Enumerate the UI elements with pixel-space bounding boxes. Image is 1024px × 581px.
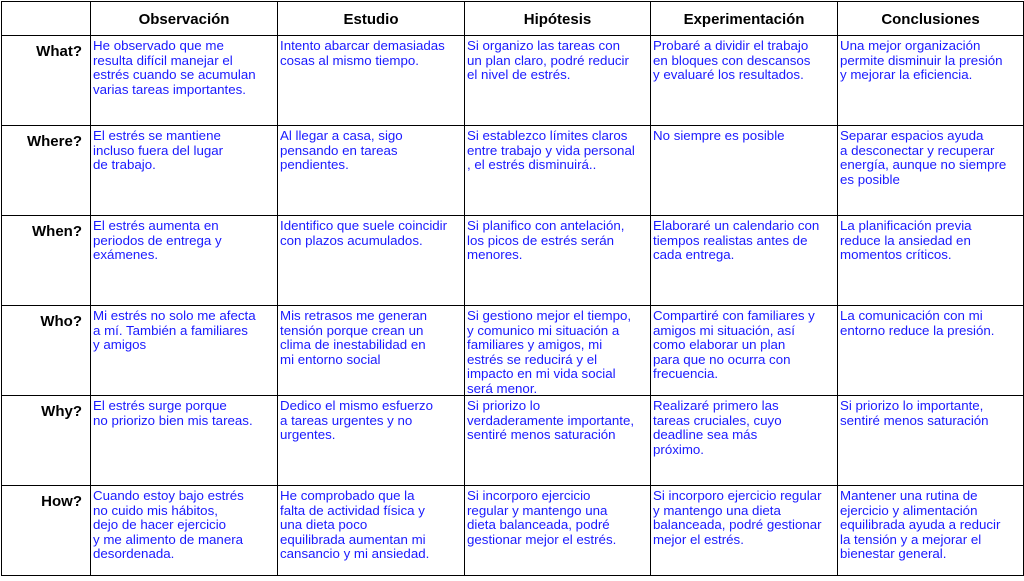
table-cell xyxy=(651,396,838,486)
cell-text: Si organizo las tareas con un plan claro, podré reducir el nivel de estrés. xyxy=(467,38,629,82)
header-row xyxy=(2,2,1024,36)
table-cell xyxy=(838,396,1024,486)
cell-text: He observado que me resulta difícil manejar el estrés cuando se acumulan varias tareas importantes. xyxy=(93,38,256,97)
cell-text: La comunicación con mi entorno reduce la presión. xyxy=(840,308,995,338)
table-row-why xyxy=(2,396,1024,486)
table-row-who xyxy=(2,306,1024,396)
cell-text: Una mejor organización permite disminuir la presión y mejorar la eficiencia. xyxy=(840,38,1003,82)
table-cell xyxy=(278,396,465,486)
row-header xyxy=(2,36,91,126)
cell-text: No siempre es posible xyxy=(653,128,785,143)
cell-text: Probaré a dividir el trabajo en bloques con descansos y evaluaré los resultados. xyxy=(653,38,811,82)
column-header-experimentacion: Experimentación xyxy=(683,11,805,28)
column-header xyxy=(838,2,1024,36)
cell-text: Mi estrés no solo me afecta a mí. También a familiares y amigos xyxy=(93,308,256,352)
table-cell xyxy=(91,36,278,126)
row-label-where: Where? xyxy=(26,133,82,150)
cell-text: Separar espacios ayuda a desconectar y recuperar energía, aunque no siempre es posible xyxy=(840,128,1007,187)
cell-text: Mis retrasos me generan tensión porque crean un clima de inestabilidad en mi entorno social xyxy=(280,308,428,367)
table-cell xyxy=(465,36,651,126)
table-cell xyxy=(91,486,278,576)
table-cell xyxy=(465,486,651,576)
table-cell xyxy=(838,216,1024,306)
column-header-observacion: Observación xyxy=(138,11,230,28)
table-cell xyxy=(838,306,1024,396)
table-cell xyxy=(838,36,1024,126)
row-label-what: What? xyxy=(36,43,82,60)
column-header xyxy=(651,2,838,36)
cell-text: Si incorporo ejercicio regular y mantengo una dieta balanceada, podré gestionar mejor el estrés. xyxy=(653,488,822,547)
cell-text: Si incorporo ejercicio regular y mantengo una dieta balanceada, podré gestionar mejor el estrés. xyxy=(467,488,617,547)
row-header xyxy=(2,126,91,216)
cell-text: Identifico que suele coincidir con plazos acumulados. xyxy=(280,218,448,248)
cell-text: El estrés surge porque no priorizo bien mis tareas. xyxy=(93,398,253,428)
table-cell xyxy=(651,216,838,306)
cell-text: Al llegar a casa, sigo pensando en tareas pendientes. xyxy=(280,128,403,172)
row-header xyxy=(2,396,91,486)
table-row-how xyxy=(2,486,1024,576)
table-cell xyxy=(838,486,1024,576)
column-header xyxy=(278,2,465,36)
column-header-estudio: Estudio xyxy=(343,11,399,28)
table-cell xyxy=(91,126,278,216)
table-cell xyxy=(278,36,465,126)
cell-text: Si gestiono mejor el tiempo, y comunico mi situación a familiares y amigos, mi estrés se reducirá y el impacto en mi vida social será menor. xyxy=(467,308,632,395)
table-cell xyxy=(278,216,465,306)
row-label-why: Why? xyxy=(41,403,82,420)
table-cell xyxy=(651,126,838,216)
table-cell xyxy=(651,36,838,126)
column-header-conclusiones: Conclusiones xyxy=(881,11,980,28)
table-cell xyxy=(465,396,651,486)
table-cell xyxy=(278,306,465,396)
cell-text: La planificación previa reduce la ansiedad en momentos críticos. xyxy=(840,218,972,262)
cell-text: Realizaré primero las tareas cruciales, cuyo deadline sea más próximo. xyxy=(653,398,782,457)
column-header xyxy=(91,2,278,36)
row-label-who: Who? xyxy=(40,313,82,330)
table-cell xyxy=(465,306,651,396)
column-header xyxy=(465,2,651,36)
cell-text: Si planifico con antelación, los picos de estrés serán menores. xyxy=(467,218,625,262)
cell-text: El estrés aumenta en periodos de entrega y exámenes. xyxy=(93,218,222,262)
cell-text: Intento abarcar demasiadas cosas al mismo tiempo. xyxy=(280,38,445,68)
table-cell xyxy=(91,396,278,486)
cell-text: Si establezco límites claros entre trabajo y vida personal , el estrés disminuirá.. xyxy=(467,128,635,172)
table-cell xyxy=(465,126,651,216)
corner-cell xyxy=(2,2,91,36)
table-row-when xyxy=(2,216,1024,306)
cell-text: El estrés se mantiene incluso fuera del lugar de trabajo. xyxy=(93,128,224,172)
column-header-hipotesis: Hipótesis xyxy=(523,11,592,28)
table-cell xyxy=(278,486,465,576)
cell-text: Mantener una rutina de ejercicio y alimentación equilibrada ayuda a reducir la tensión y a mejorar el bienestar general. xyxy=(840,488,1001,561)
scientific-method-table xyxy=(1,1,1024,576)
cell-text: Elaboraré un calendario con tiempos realistas antes de cada entrega. xyxy=(653,218,820,262)
row-label-how: How? xyxy=(41,493,82,510)
table-cell xyxy=(838,126,1024,216)
row-header xyxy=(2,306,91,396)
row-header xyxy=(2,216,91,306)
table-cell xyxy=(278,126,465,216)
table-cell xyxy=(651,486,838,576)
table-cell xyxy=(651,306,838,396)
cell-text: He comprobado que la falta de actividad física y una dieta poco equilibrada aumentan mi cansancio y mi ansiedad. xyxy=(280,488,430,561)
corner-label xyxy=(2,2,90,11)
cell-text: Si priorizo lo importante, sentiré menos saturación xyxy=(840,398,989,428)
table-cell xyxy=(465,216,651,306)
cell-text: Si priorizo lo verdaderamente importante, sentiré menos saturación xyxy=(467,398,635,442)
table-row-where xyxy=(2,126,1024,216)
table-cell xyxy=(91,306,278,396)
cell-text: Dedico el mismo esfuerzo a tareas urgentes y no urgentes. xyxy=(280,398,433,442)
cell-text: Compartiré con familiares y amigos mi situación, así como elaborar un plan para que no ocurra con frecuencia. xyxy=(653,308,815,381)
cell-text: Cuando estoy bajo estrés no cuido mis hábitos, dejo de hacer ejercicio y me alimento de manera desordenada. xyxy=(93,488,244,561)
row-label-when: When? xyxy=(32,223,82,240)
table-cell xyxy=(91,216,278,306)
row-header xyxy=(2,486,91,576)
table-row-what xyxy=(2,36,1024,126)
